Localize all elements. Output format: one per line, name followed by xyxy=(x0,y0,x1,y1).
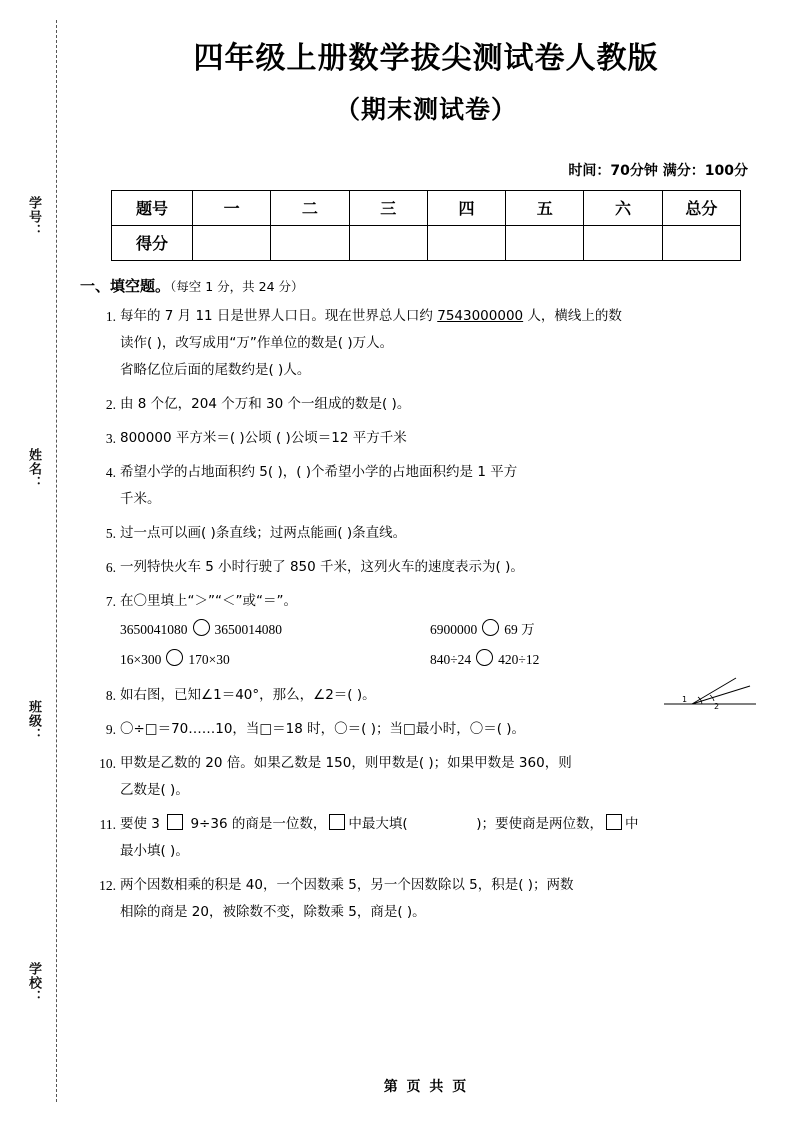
square-blank[interactable] xyxy=(329,814,345,830)
table-row xyxy=(112,190,741,225)
compare-pair xyxy=(430,645,730,675)
score-cell-1[interactable] xyxy=(193,225,271,260)
cut-line xyxy=(56,20,57,1102)
compare-right: 3650014080 xyxy=(214,621,282,637)
compare-right: 420÷12 xyxy=(498,651,540,667)
score-cell-total[interactable] xyxy=(662,225,740,260)
question-10 xyxy=(94,750,766,804)
question-line: 千米。 xyxy=(120,490,161,507)
question-12 xyxy=(94,872,766,926)
section-heading xyxy=(80,275,776,296)
score-col-2: 二 xyxy=(271,190,349,225)
question-line: 800000 平方米＝( )公顷 ( )公顷＝12 平方千米 xyxy=(120,429,407,446)
question-number: 12. xyxy=(99,877,116,893)
question-6 xyxy=(94,554,766,581)
compare-right: 69 万 xyxy=(504,621,535,637)
question-line: 乙数是( )。 xyxy=(120,781,189,798)
score-col-4: 四 xyxy=(427,190,505,225)
question-line: 由 8 个亿，204 个万和 30 个一组成的数是( )。 xyxy=(120,395,411,412)
square-blank[interactable] xyxy=(606,814,622,830)
question-line: 在〇里填上“＞”“＜”或“＝”。 xyxy=(120,592,297,609)
question-number: 2. xyxy=(105,396,116,412)
compare-left: 6900000 xyxy=(430,621,478,637)
compare-pair xyxy=(120,645,430,675)
exam-meta: 时间：70分钟 满分：100分 xyxy=(568,162,748,179)
compare-left: 840÷24 xyxy=(430,651,472,667)
score-row-label-2: 得分 xyxy=(112,225,193,260)
question-line: 每年的 7 月 11 日是世界人口日。现在世界总人口约 7543000000 人，横线上的数 xyxy=(120,307,622,324)
compare-row-2 xyxy=(94,645,766,675)
page-title: 四年级上册数学拔尖测试卷人教版 xyxy=(193,41,659,76)
question-line: 最小填( )。 xyxy=(120,842,189,859)
question-line: 相除的商是 20，被除数不变，除数乘 5，商是( )。 xyxy=(120,903,426,920)
compare-left: 16×300 xyxy=(120,651,162,667)
margin-label-school: 学校： xyxy=(27,962,42,1004)
svg-text:1: 1 xyxy=(682,694,688,704)
circle-blank[interactable] xyxy=(166,649,183,666)
question-number: 7. xyxy=(105,593,116,609)
score-col-3: 三 xyxy=(349,190,427,225)
question-number: 4. xyxy=(105,464,116,480)
section-note: （每空 1 分，共 24 分） xyxy=(170,278,304,294)
section-title: 一、填空题。 xyxy=(80,276,171,295)
question-2 xyxy=(94,391,766,418)
underlined-number: 7543000000 xyxy=(437,307,524,324)
score-col-1: 一 xyxy=(193,190,271,225)
question-3 xyxy=(94,425,766,452)
page-footer: 第 页 共 页 xyxy=(383,1079,469,1095)
question-number: 10. xyxy=(99,755,116,771)
margin-label-name: 姓名： xyxy=(27,448,42,490)
exam-paper xyxy=(76,0,776,1122)
score-cell-6[interactable] xyxy=(584,225,662,260)
question-number: 6. xyxy=(105,559,116,575)
score-col-5: 五 xyxy=(506,190,584,225)
question-line: 过一点可以画( )条直线；过两点能画( )条直线。 xyxy=(120,524,407,541)
score-cell-2[interactable] xyxy=(271,225,349,260)
question-5 xyxy=(94,520,766,547)
question-line: 读作( )，改写成用“万”作单位的数是( )万人。 xyxy=(120,334,394,351)
compare-pair xyxy=(120,615,430,645)
question-line: 希望小学的占地面积约 5( )，( )个希望小学的占地面积约是 1 平方 xyxy=(120,463,518,480)
page-subtitle: （期末测试卷） xyxy=(334,94,517,124)
circle-blank[interactable] xyxy=(193,619,210,636)
score-cell-3[interactable] xyxy=(349,225,427,260)
question-line: 如右图，已知∠1＝40°，那么，∠2＝( )。 xyxy=(120,686,376,703)
question-number: 1. xyxy=(105,308,116,324)
question-number: 9. xyxy=(105,721,116,737)
question-number: 8. xyxy=(105,687,116,703)
score-cell-5[interactable] xyxy=(506,225,584,260)
svg-text:2: 2 xyxy=(714,701,720,710)
compare-row-1 xyxy=(94,615,766,645)
table-row xyxy=(112,225,741,260)
question-9 xyxy=(94,716,766,743)
question-line: 省略亿位后面的尾数约是( )人。 xyxy=(120,361,311,378)
question-7 xyxy=(94,588,766,615)
question-number: 5. xyxy=(105,525,116,541)
square-blank[interactable] xyxy=(167,814,183,830)
circle-blank[interactable] xyxy=(476,649,493,666)
angle-diagram-icon xyxy=(662,676,758,710)
score-row-label-1: 题号 xyxy=(112,190,193,225)
circle-blank[interactable] xyxy=(482,619,499,636)
question-8 xyxy=(94,682,766,709)
compare-pair xyxy=(430,615,730,645)
score-col-total: 总分 xyxy=(662,190,740,225)
question-list xyxy=(76,303,776,926)
score-table xyxy=(111,190,741,261)
compare-left: 3650041080 xyxy=(120,621,188,637)
question-number: 11. xyxy=(99,816,116,832)
question-line: 两个因数相乘的积是 40，一个因数乘 5，另一个因数除以 5，积是( )；两数 xyxy=(120,876,574,893)
score-cell-4[interactable] xyxy=(427,225,505,260)
margin-label-student-id: 学号： xyxy=(27,196,42,238)
question-line: 要使 3 9÷36 的商是一位数， 中最大填( )；要使商是两位数， 中 xyxy=(120,815,639,832)
compare-right: 170×30 xyxy=(188,651,230,667)
question-number: 3. xyxy=(105,430,116,446)
question-11 xyxy=(94,811,766,865)
question-line: 一列特快火车 5 小时行驶了 850 千米，这列火车的速度表示为( )。 xyxy=(120,558,524,575)
margin-label-class: 班级： xyxy=(27,700,42,742)
score-col-6: 六 xyxy=(584,190,662,225)
question-line: 甲数是乙数的 20 倍。如果乙数是 150，则甲数是( )；如果甲数是 360，则 xyxy=(120,754,572,771)
question-4 xyxy=(94,459,766,513)
question-line: 〇÷□＝70……10，当□＝18 时，〇＝( )；当□最小时，〇＝( )。 xyxy=(120,720,526,737)
question-1 xyxy=(94,303,766,384)
